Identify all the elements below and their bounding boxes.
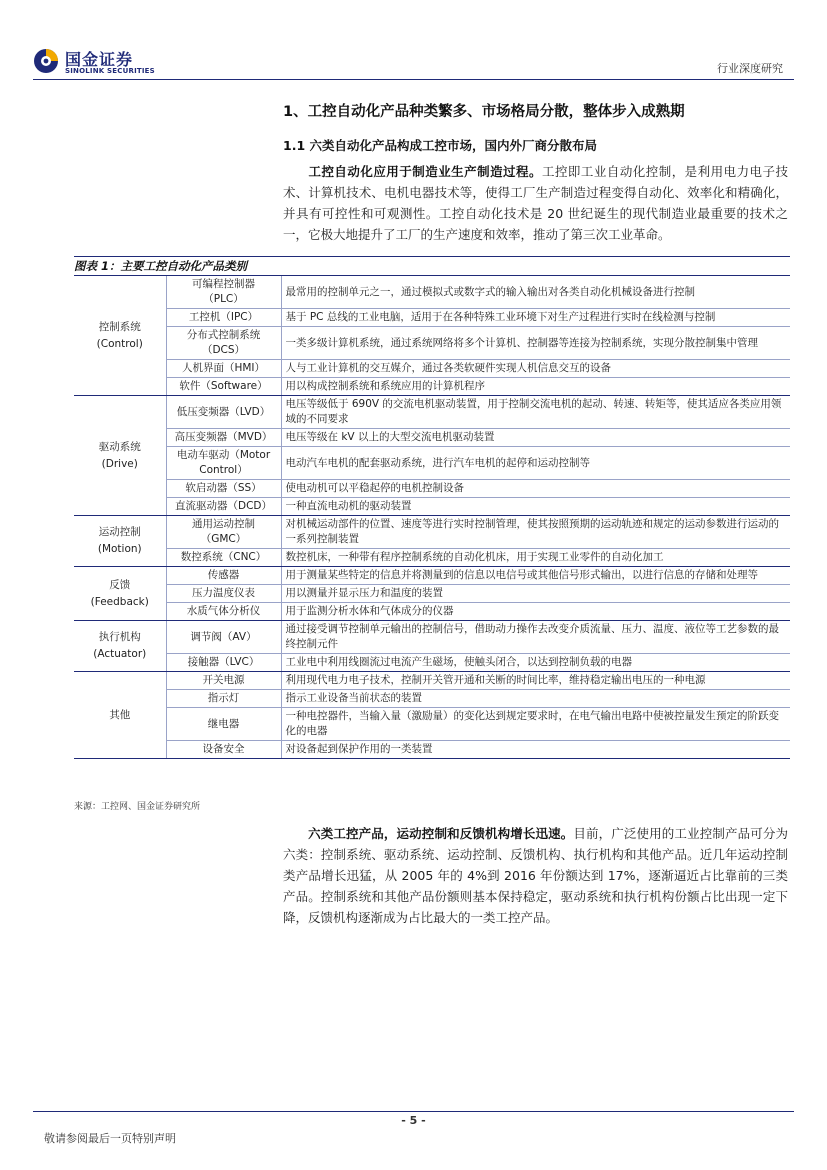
table-row (74, 516, 790, 549)
product-name: 软件（Software） (179, 380, 268, 392)
product-description: 对设备起到保护作用的一类装置 (281, 741, 790, 759)
table-row (74, 672, 790, 690)
product-name: 继电器 (207, 717, 240, 730)
product-description: 用于测量某些特定的信息并将测量到的信息以电信号或其他信号形式输出，以进行信息的存储和处理等 (281, 567, 790, 585)
analysis-lead: 六类工控产品，运动控制和反馈机构增长迅速。 (308, 826, 574, 841)
table-row (74, 585, 790, 603)
table-row (74, 309, 790, 327)
table-row (74, 549, 790, 567)
product-description: 电动汽车电机的配套驱动系统，进行汽车电机的起停和运动控制等 (281, 447, 790, 480)
section-heading: 1、工控自动化产品种类繁多、市场格局分散，整体步入成熟期 (283, 104, 685, 120)
product-name-cell (166, 690, 281, 708)
product-name-cell (166, 309, 281, 327)
category-label: (Drive) (101, 457, 138, 470)
product-description: 基于 PC 总线的工业电脑，适用于在各种特殊工业环境下对生产过程进行实时在线检测与控制 (281, 309, 790, 327)
product-description: 使电动机可以平稳起停的电机控制设备 (281, 480, 790, 498)
product-name: 软启动器（SS） (185, 482, 262, 494)
product-description: 人与工业计算机的交互媒介，通过各类软硬件实现人机信息交互的设备 (281, 360, 790, 378)
table-row (74, 567, 790, 585)
product-description: 利用现代电力电子技术，控制开关管开通和关断的时间比率，维持稳定输出电压的一种电源 (281, 672, 790, 690)
page-number: - 5 - (401, 1114, 426, 1127)
product-description: 用于监测分析水体和气体成分的仪器 (281, 603, 790, 621)
category-cell (74, 672, 166, 759)
product-name: 开关电源 (202, 674, 245, 686)
product-description: 电压等级低于 690V 的交流电机驱动装置，用于控制交流电机的起动、转速、转矩等，使其适应各类应用领域的不同要求 (281, 396, 790, 429)
product-name: 低压变频器（LVD） (176, 405, 271, 418)
product-name: 设备安全 (202, 743, 245, 755)
product-description: 数控机床，一种带有程序控制系统的自动化机床，用于实现工业零件的自动化加工 (281, 549, 790, 567)
table-row (74, 276, 790, 309)
table-row (74, 621, 790, 654)
header-divider (33, 79, 794, 80)
product-name: 接触器（LVC） (187, 656, 260, 668)
logo-text-cn: 国金证券 (65, 50, 134, 69)
table-row (74, 741, 790, 759)
subsection-heading: 1.1 六类自动化产品构成工控市场，国内外厂商分散布局 (283, 138, 597, 153)
product-name-cell (166, 621, 281, 654)
product-name: （DCS） (201, 344, 246, 356)
product-name: 传感器 (207, 569, 240, 581)
product-name: 通用运动控制 (192, 518, 255, 530)
table-row (74, 498, 790, 516)
table-row (74, 603, 790, 621)
logo-mark-icon (33, 48, 59, 74)
intro-body: 工控即工业自动化控制，是利用电力电子技术、计算机技术、电机电器技术等，使得工厂生产制造过程变得自动化、效率化和精确化，并具有可控性和可观测性。工控自动化技术是 20 世纪诞生的现代制造业最重要的技术之一，它极大地提升了工厂的生产速度和效率，推动了第三次工业革命。 (283, 164, 788, 242)
product-name-cell (166, 378, 281, 396)
intro-lead: 工控自动化应用于制造业生产制造过程。 (308, 164, 542, 179)
product-name: （GMC） (200, 533, 247, 545)
product-name: 可编程控制器 (192, 278, 255, 290)
product-name-cell (166, 327, 281, 360)
product-name: 电动车驱动（Motor (176, 449, 271, 461)
table-row (74, 480, 790, 498)
product-name: 高压变频器（MVD） (174, 431, 273, 443)
category-label: 驱动系统 (98, 440, 141, 453)
product-name-cell (166, 549, 281, 567)
category-label: 运动控制 (98, 526, 141, 538)
product-name: （PLC） (203, 293, 244, 305)
product-name-cell (166, 741, 281, 759)
product-description: 一类多级计算机系统，通过系统网络将多个计算机、控制器等连接为控制系统，实现分散控制集中管理 (281, 327, 790, 360)
category-label: (Actuator) (93, 648, 147, 660)
footer-divider (33, 1111, 794, 1112)
figure-source: 来源：工控网、国金证券研究所 (74, 802, 201, 812)
category-label: (Motion) (97, 543, 142, 555)
product-name-cell (166, 480, 281, 498)
product-description: 工业电中利用线圈流过电流产生磁场，使触头闭合，以达到控制负载的电器 (281, 654, 790, 672)
product-name-cell (166, 429, 281, 447)
category-cell (74, 567, 166, 621)
product-name-cell (166, 603, 281, 621)
category-cell (74, 396, 166, 516)
product-category-table (74, 276, 790, 759)
product-description: 用以构成控制系统和系统应用的计算机程序 (281, 378, 790, 396)
product-description: 指示工业设备当前状态的装置 (281, 690, 790, 708)
product-name-cell (166, 708, 281, 741)
category-cell (74, 516, 166, 567)
product-name-cell (166, 498, 281, 516)
table-row (74, 429, 790, 447)
product-name-cell (166, 585, 281, 603)
product-name-cell (166, 276, 281, 309)
category-label: 其他 (109, 708, 131, 721)
product-name: 数控系统（CNC） (180, 551, 267, 563)
product-name-cell (166, 360, 281, 378)
figure-title: 图表 1：主要工控自动化产品类别 (74, 256, 790, 276)
product-description: 通过接受调节控制单元输出的控制信号，借助动力操作去改变介质流量、压力、温度、液位等工艺参数的最终控制元件 (281, 621, 790, 654)
product-name: 工控机（IPC） (188, 311, 259, 323)
product-name: 人机界面（HMI） (181, 362, 266, 374)
category-label: 执行机构 (98, 631, 141, 643)
product-name-cell (166, 672, 281, 690)
intro-paragraph (283, 161, 788, 245)
category-label: 控制系统 (98, 320, 141, 333)
product-name-cell (166, 516, 281, 549)
table-row (74, 396, 790, 429)
disclaimer-note: 敬请参阅最后一页特别声明 (44, 1132, 176, 1145)
product-description: 对机械运动部件的位置、速度等进行实时控制管理，使其按照预期的运动轨迹和规定的运动参数进行运动的一系列控制装置 (281, 516, 790, 549)
product-name-cell (166, 447, 281, 480)
category-cell (74, 276, 166, 396)
logo-text-en: SINOLINK SECURITIES (65, 67, 155, 75)
product-name: 调节阀（AV） (190, 630, 257, 643)
table-row (74, 654, 790, 672)
product-name: 水质气体分析仪 (186, 605, 261, 617)
product-description: 电压等级在 kV 以上的大型交流电机驱动装置 (281, 429, 790, 447)
product-name: 指示灯 (207, 692, 240, 704)
company-logo (33, 44, 155, 78)
category-label: 反馈 (109, 578, 131, 591)
product-name: Control） (199, 464, 248, 476)
product-description: 一种直流电动机的驱动装置 (281, 498, 790, 516)
product-name-cell (166, 396, 281, 429)
table-row (74, 708, 790, 741)
analysis-paragraph (283, 823, 788, 928)
table-row (74, 378, 790, 396)
analysis-body: 目前，广泛使用的工业控制产品可分为六类：控制系统、驱动系统、运动控制、反馈机构、执行机构和其他产品。近几年运动控制类产品增长迅猛，从 2005 年的 4%到 2016 年份额达到 17%，逐渐逼近占比靠前的三类产品。控制系统和其他产品份额则基本保持稳定，驱动系统和执行机构份额占比出现一定下降，反馈机构逐渐成为占比最大的一类工控产品。 (283, 826, 788, 925)
product-name-cell (166, 654, 281, 672)
category-cell (74, 621, 166, 672)
table-row (74, 327, 790, 360)
product-name-cell (166, 567, 281, 585)
product-description: 最常用的控制单元之一，通过模拟式或数字式的输入输出对各类自动化机械设备进行控制 (281, 276, 790, 309)
product-name: 压力温度仪表 (192, 587, 255, 599)
product-description: 一种电控器件，当输入量（激励量）的变化达到规定要求时，在电气输出电路中使被控量发生预定的阶跃变化的电器 (281, 708, 790, 741)
category-label: (Feedback) (90, 595, 149, 608)
table-row (74, 690, 790, 708)
report-section-label: 行业深度研究 (717, 62, 783, 75)
product-name: 直流驱动器（DCD） (174, 500, 272, 512)
product-name: 分布式控制系统 (186, 329, 261, 341)
table-row (74, 360, 790, 378)
product-description: 用以测量并显示压力和温度的装置 (281, 585, 790, 603)
category-label: (Control) (96, 337, 143, 350)
table-row (74, 447, 790, 480)
